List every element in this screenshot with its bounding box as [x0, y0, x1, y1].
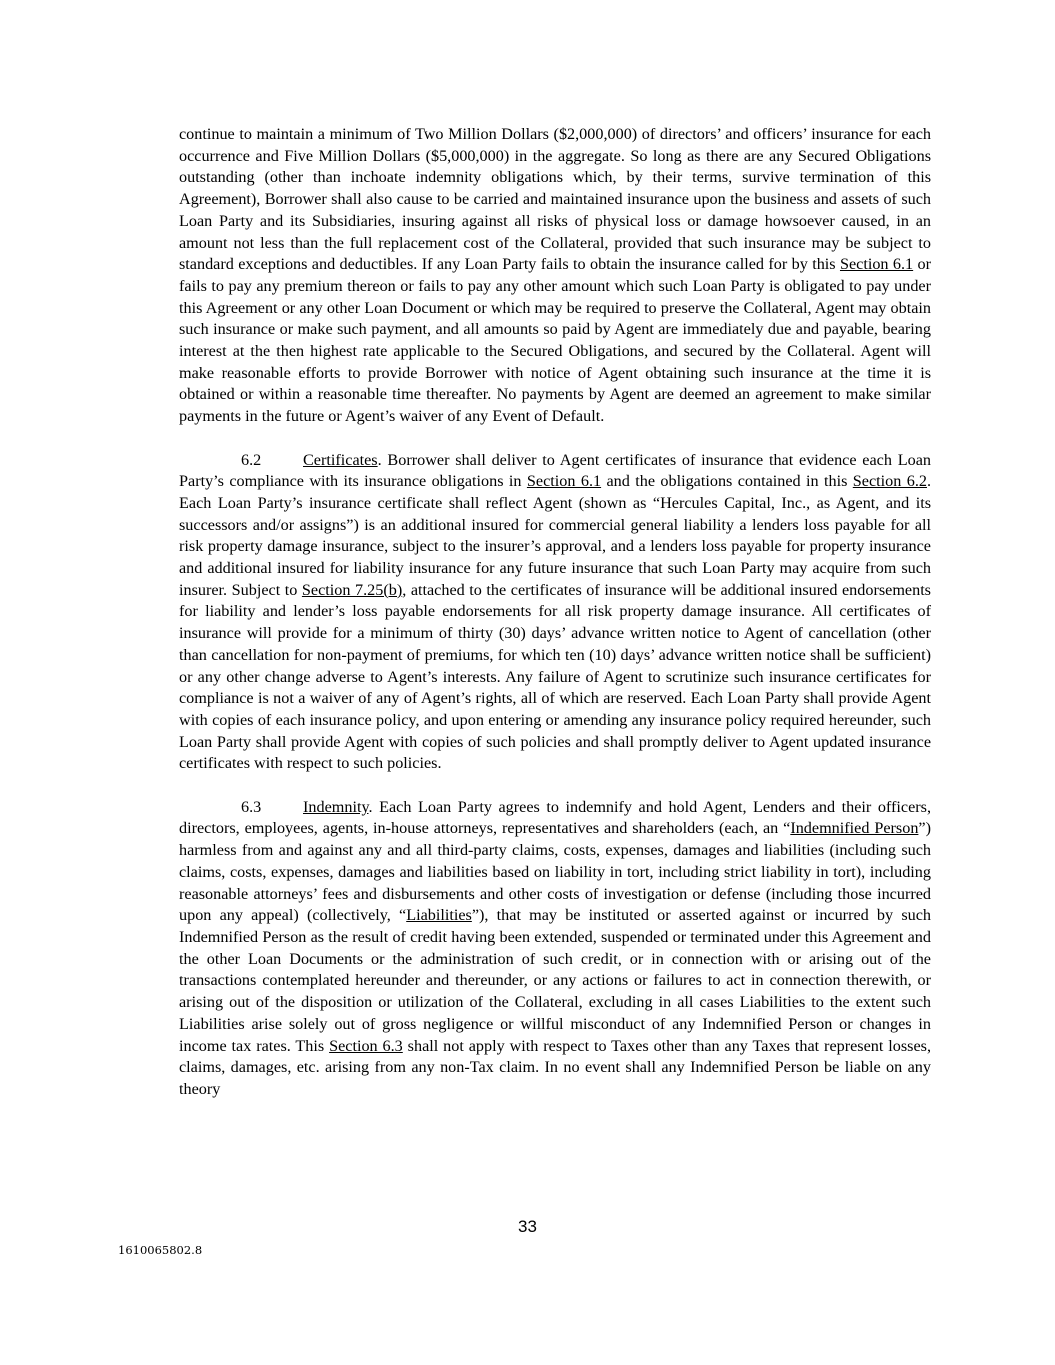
cross-reference-section-7-25b[interactable]: Section 7.25(b) [301, 580, 403, 599]
section-number: 6.3 [241, 797, 262, 816]
section-heading: Certificates [303, 450, 378, 469]
document-id: 1610065802.8 [118, 1243, 203, 1257]
section-number: 6.2 [241, 450, 262, 469]
text-run: ”) harmless from and against any and all third-party claims, costs, expenses, damages and liabilities (including such claims, costs, expenses, damages and liabilities based on liability in tort, including strict liability in tort), including reasonable attorneys’ fees and disbursements and other costs of investigation or defense (including those incurred upon any appeal) (collectively, “ [179, 819, 931, 925]
text-run: . Each Loan Party’s insurance certificate shall reflect Agent (shown as “Hercules Capital, Inc., as Agent, and its successors and/or assigns”) is an additional insured for commercial general liability a lenders loss payable for all risk property damage insurance, subject to the insurer’s approval, and a lenders loss payable for property insurance and additional insured for liability insurance for any future insurance that such Loan Party may acquire from such insurer. Subject to [179, 472, 932, 599]
section-6-3-paragraph [179, 797, 931, 1101]
text-run: . Borrower shall deliver to Agent certificates of insurance that evidence each Loan Party’s compliance with its insurance obligations in [179, 450, 931, 491]
text-run: . Each Loan Party agrees to indemnify and hold Agent, Lenders and their officers, directors, employees, agents, in-house attorneys, representatives and shareholders (each, an “ [179, 797, 931, 838]
text-run: ”), that may be instituted or asserted against or incurred by such Indemnified Person as the result of credit having been extended, suspended or terminated under this Agreement and the other Loan Documents or the administration of such credit, or in connection with or arising out of the transactions contemplated hereunder and thereunder, or any actions or failures to act in connection therewith, or arising out of the disposition or utilization of the Collateral, excluding in all cases Liabilities to the extent such Liabilities arise solely out of gross negligence or willful misconduct of any Indemnified Person or changes in income tax rates. This [179, 906, 931, 1055]
text-run: and the obligations contained in this [601, 472, 853, 491]
body-text [179, 124, 931, 1101]
section-6-2-paragraph [179, 450, 931, 776]
cross-reference-section-6-2[interactable]: Section 6.2 [852, 472, 927, 491]
defined-term-indemnified-person: Indemnified Person [790, 819, 919, 838]
defined-term-liabilities: Liabilities [406, 906, 472, 925]
cross-reference-section-6-1[interactable]: Section 6.1 [839, 255, 914, 274]
text-run: or fails to pay any premium thereon or fails to pay any other amount which such Loan Party is obligated to pay under this Agreement or any other Loan Document or which may be required to preserve the Collateral, Agent may obtain such insurance or make such payment, and all amounts so paid by Agent are immediately due and payable, bearing interest at the then highest rate applicable to the Secured Obligations, and secured by the Collateral. Agent will make reasonable efforts to provide Borrower with notice of Agent obtaining such insurance at the time it is obtained or within a reasonable time thereafter. No payments by Agent are deemed an agreement to make similar payments in the future or Agent’s waiver of any Event of Default. [179, 255, 931, 426]
paragraph-insurance-continued [179, 124, 931, 428]
text-run: , attached to the certificates of insurance will be additional insured endorsements for liability and lender’s loss payable endorsements for all risk property damage insurance. All certificates of insurance will provide for a minimum of thirty (30) days’ advance written notice to Agent of cancellation (other than cancellation for non-payment of premiums, for which ten (10) days’ advance written notice shall be sufficient) or any other change adverse to Agent’s interests. Any failure of Agent to scrutinize such insurance certificates for compliance is not a waiver of any of Agent’s rights, all of which are reserved. Each Loan Party shall provide Agent with copies of each insurance policy, and upon entering or amending any insurance policy required hereunder, such Loan Party shall provide Agent with copies of such policies and shall promptly deliver to Agent updated insurance certificates with respect to such policies. [179, 580, 931, 773]
section-heading: Indemnity [303, 797, 369, 816]
cross-reference-section-6-1[interactable]: Section 6.1 [526, 472, 602, 491]
text-run: continue to maintain a minimum of Two Million Dollars ($2,000,000) of directors’ and officers’ insurance for each occurrence and Five Million Dollars ($5,000,000) in the aggregate. So long as there are any Secured Obligations outstanding (other than inchoate indemnity obligations which, by their terms, survive termination of this Agreement), Borrower shall also cause to be carried and maintained insurance upon the business and assets of such Loan Party and its Subsidiaries, insuring against all risks of physical loss or damage howsoever caused, in an amount not less than the full replacement cost of the Collateral, provided that such insurance may be subject to standard exceptions and deductibles. If any Loan Party fails to obtain the insurance called for by this [179, 125, 931, 274]
cross-reference-section-6-3[interactable]: Section 6.3 [329, 1036, 403, 1055]
text-run: shall not apply with respect to Taxes other than any Taxes that represent losses, claims, damages, etc. arising from any non-Tax claim. In no event shall any Indemnified Person be liable on any theory [179, 1036, 931, 1098]
page-number: 33 [518, 1217, 537, 1236]
